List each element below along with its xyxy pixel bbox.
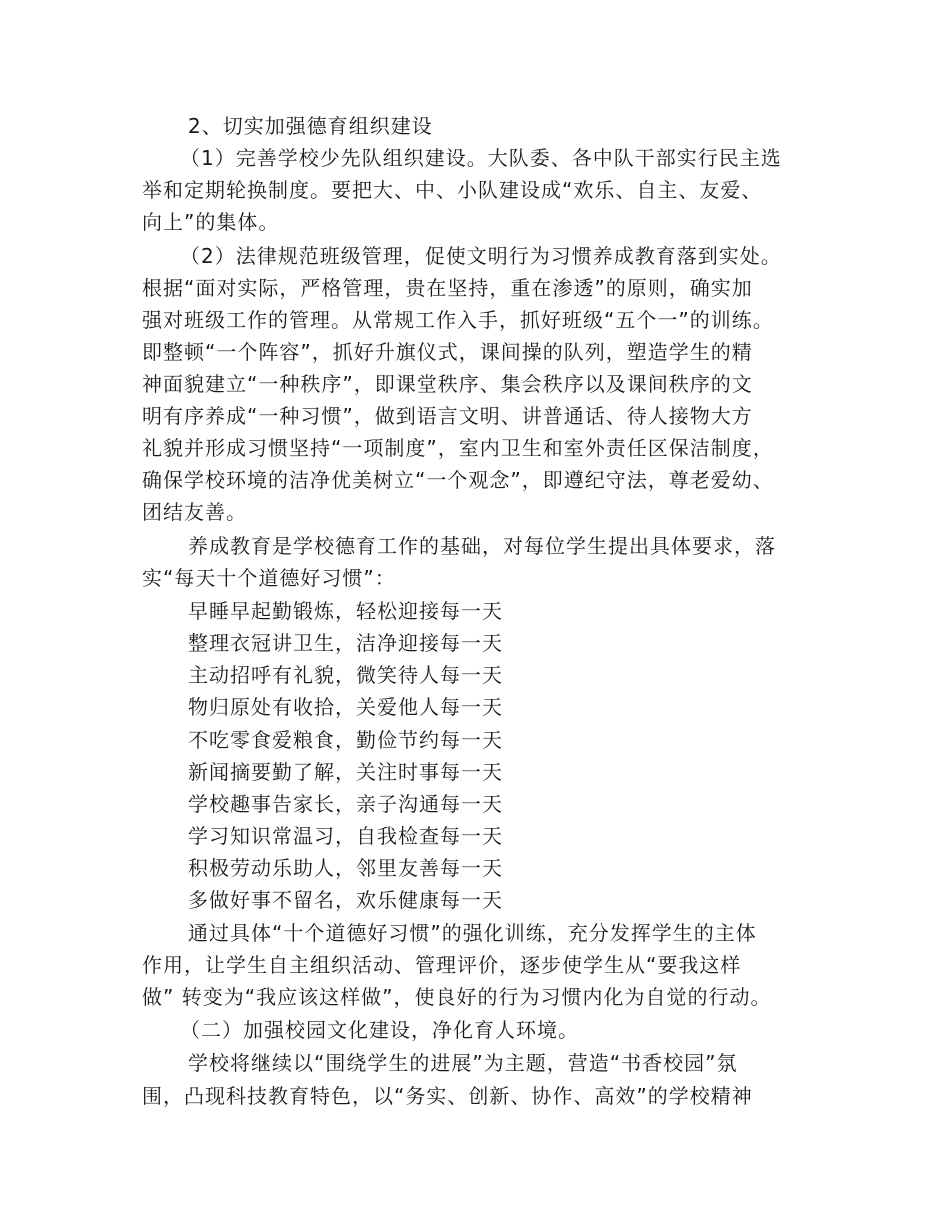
paragraph-line: 学校将继续以“围绕学生的进展”为主题，营造“书香校园”氛 bbox=[188, 1051, 738, 1075]
paragraph-line: 通过具体“十个道德好习惯”的强化训练，充分发挥学生的主体 bbox=[188, 921, 757, 945]
paragraph-line: 做” 转变为“我应该这样做”，使良好的行为习惯内化为自觉的行动。 bbox=[142, 985, 772, 1009]
paragraph-line: 明有序养成“一种习惯”，做到语言文明、讲普通话、待人接物大方 bbox=[142, 404, 753, 428]
habit-item: 新闻摘要勤了解，关注时事每一天 bbox=[188, 760, 503, 784]
paragraph-line: 即整顿“一个阵容”，抓好升旗仪式，课间操的队列，塑造学生的精 bbox=[142, 340, 753, 364]
paragraph-line: 实“每天十个道德好习惯”： bbox=[142, 566, 396, 590]
paragraph-line: 确保学校环境的洁净优美树立“一个观念”，即遵纪守法，尊老爱幼、 bbox=[142, 468, 774, 492]
habit-item: 物归原处有收拾，关爱他人每一天 bbox=[188, 695, 503, 719]
paragraph-line: （1）完善学校少先队组织建设。大队委、各中队干部实行民主选 bbox=[180, 146, 782, 170]
paragraph-line: 作用，让学生自主组织活动、管理评价，逐步使学生从“要我这样 bbox=[142, 953, 742, 977]
section-heading: 2、切实加强德育组织建设 bbox=[188, 114, 433, 138]
habit-item: 不吃零食爱粮食，勤俭节约每一天 bbox=[188, 728, 503, 752]
habit-item: 主动招呼有礼貌，微笑待人每一天 bbox=[188, 663, 503, 687]
paragraph-line: 强对班级工作的管理。从常规工作入手，抓好班级“五个一”的训练。 bbox=[142, 308, 774, 332]
paragraph-line: （2）法律规范班级管理，促使文明行为习惯养成教育落到实处。 bbox=[180, 244, 782, 268]
habit-item: 整理衣冠讲卫生，洁净迎接每一天 bbox=[188, 631, 503, 655]
habit-item: 早睡早起勤锻炼，轻松迎接每一天 bbox=[188, 599, 503, 623]
paragraph-line: 举和定期轮换制度。要把大、中、小队建设成“欢乐、自主、友爱、 bbox=[142, 178, 763, 202]
paragraph-line: 围，凸现科技教育特色，以“务实、创新、协作、高效”的学校精神 bbox=[142, 1084, 753, 1108]
section-heading: （二）加强校园文化建设，净化育人环境。 bbox=[180, 1018, 579, 1042]
paragraph-line: 神面貌建立“一种秩序”，即课堂秩序、集会秩序以及课间秩序的文 bbox=[142, 372, 753, 396]
paragraph-line: 养成教育是学校德育工作的基础，对每位学生提出具体要求，落 bbox=[188, 534, 776, 558]
paragraph-line: 礼貌并形成习惯坚持“一项制度”，室内卫生和室外责任区保洁制度， bbox=[142, 436, 774, 460]
paragraph-line: 团结友善。 bbox=[142, 500, 247, 524]
habit-item: 学习知识常温习，自我检查每一天 bbox=[188, 824, 503, 848]
habit-item: 学校趣事告家长，亲子沟通每一天 bbox=[188, 792, 503, 816]
habit-item: 积极劳动乐助人，邻里友善每一天 bbox=[188, 856, 503, 880]
paragraph-line: 向上”的集体。 bbox=[142, 210, 280, 234]
paragraph-line: 根据“面对实际，严格管理，贵在坚持，重在渗透”的原则，确实加 bbox=[142, 276, 753, 300]
habit-item: 多做好事不留名，欢乐健康每一天 bbox=[188, 888, 503, 912]
